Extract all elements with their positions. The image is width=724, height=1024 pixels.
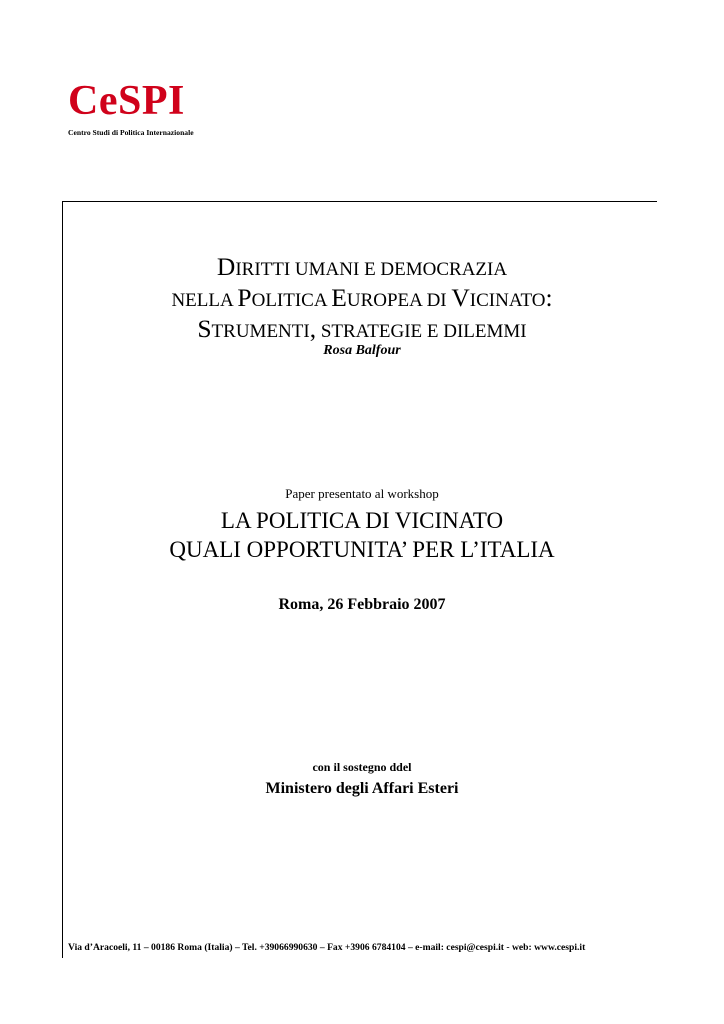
event-date: Roma, 26 Febbraio 2007 — [278, 596, 446, 613]
title-text: IRITTI UMANI E DEMOCRAZIA — [235, 259, 508, 280]
title-text: ICINATO — [469, 290, 546, 311]
author-name: Rosa Balfour — [323, 343, 401, 358]
cespi-logo — [68, 80, 208, 137]
support-intro: con il sostegno ddel — [312, 760, 412, 774]
title-initial: P — [237, 283, 252, 312]
logo-subtitle: Centro Studi di Politica Internazionale — [68, 128, 194, 137]
frame-top-rule — [62, 201, 657, 202]
title-initial: V — [451, 283, 470, 312]
title-text: TRUMENTI — [211, 321, 310, 342]
workshop-title-line-1: LA POLITICA DI VICINATO — [220, 508, 504, 533]
title-punctuation: , — [309, 314, 317, 343]
workshop-title-line-2: QUALI OPPORTUNITA’ PER L’ITALIA — [169, 537, 555, 562]
ministry-name: Ministero degli Affari Esteri — [265, 780, 459, 797]
title-punctuation: : — [545, 283, 553, 312]
workshop-intro: Paper presentato al workshop — [285, 486, 439, 501]
logo-wordmark: CeSPI — [68, 78, 185, 124]
title-text: NELLA — [171, 290, 238, 311]
title-text: OLITICA — [251, 290, 332, 311]
title-text: STRATEGIE E DILEMMI — [316, 321, 527, 342]
title-text: UROPEA DI — [346, 290, 452, 311]
title-initial: D — [216, 252, 236, 281]
footer-contact: Via d’Aracoeli, 11 – 00186 Roma (Italia) – Tel. +39066990630 – Fax +3906 6784104 – e-mail: cespi@cespi.it - web: www.cespi.it — [68, 942, 586, 953]
title-initial: S — [197, 314, 212, 343]
title-initial: E — [331, 283, 347, 312]
